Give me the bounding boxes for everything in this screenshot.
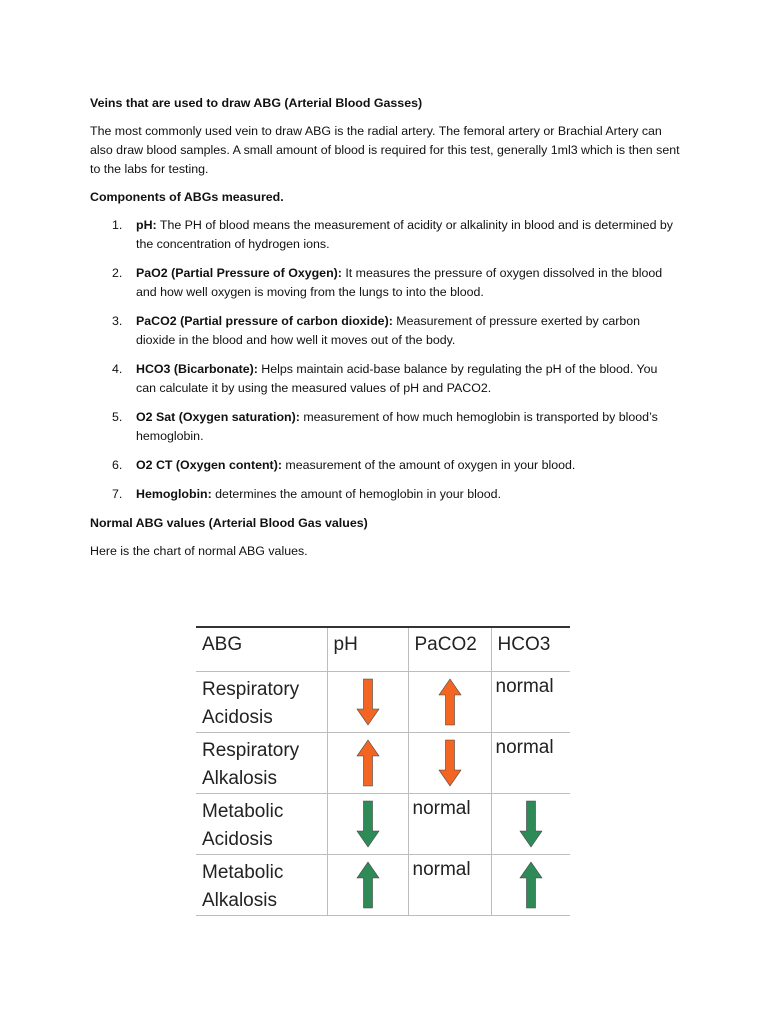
abg-chart-image [196, 626, 576, 911]
section-paragraph-veins: The most commonly used vein to draw ABG is the radial artery. The femoral artery or Brachial Artery can also draw blood samples. A small amount of blood is required for this test, generally 1ml3 which is then sent to the labs for testing. [90, 124, 680, 176]
row-label-line2: Acidosis [202, 706, 273, 728]
list-number: 2. [112, 266, 123, 280]
list-term: HCO3 (Bicarbonate): [136, 362, 258, 376]
arrow-down-icon [438, 739, 462, 787]
list-item [90, 360, 680, 398]
row-label [196, 732, 327, 793]
ph-cell [327, 671, 408, 732]
paco2-value: normal [408, 793, 491, 854]
list-text: measurement of the amount of oxygen in your blood. [281, 458, 576, 472]
list-term: PaCO2 (Partial pressure of carbon dioxide): [136, 314, 393, 328]
ph-cell [327, 793, 408, 854]
row-label-line2: Alkalosis [202, 889, 277, 911]
section-heading-components: Components of ABGs measured. [90, 190, 284, 204]
paco2-cell [408, 732, 491, 793]
paco2-value: normal [408, 854, 491, 915]
abg-table-body [196, 671, 570, 915]
row-label-line2: Acidosis [202, 828, 273, 850]
section-heading-normal-values: Normal ABG values (Arterial Blood Gas values) [90, 516, 368, 530]
arrow-down-icon [356, 678, 380, 726]
list-term: PaO2 (Partial Pressure of Oxygen): [136, 266, 342, 280]
list-number: 6. [112, 458, 123, 472]
list-item [90, 264, 680, 302]
arrow-down-icon [519, 800, 543, 848]
list-number: 5. [112, 410, 123, 424]
row-label [196, 793, 327, 854]
list-item [90, 485, 680, 504]
section-paragraph-chart-intro: Here is the chart of normal ABG values. [90, 544, 308, 558]
arrow-up-icon [356, 861, 380, 909]
list-item [90, 456, 680, 475]
row-label-line1: Metabolic [202, 861, 284, 883]
list-number: 4. [112, 362, 123, 376]
list-item [90, 216, 680, 254]
arrow-up-icon [438, 678, 462, 726]
list-text: Helps maintain acid-base balance by regulating the pH of the blood. You can calculate it by using the measured values of pH and PACO2. [136, 362, 658, 395]
list-term: O2 CT (Oxygen content): [136, 458, 282, 472]
list-item [90, 408, 680, 446]
list-term: Hemoglobin: [136, 487, 212, 501]
arrow-up-icon [356, 739, 380, 787]
list-text: Measurement of pressure exerted by carbon dioxide in the blood and how well it moves out of the body. [136, 314, 641, 347]
list-number: 3. [112, 314, 123, 328]
column-header-hco3: HCO3 [491, 627, 570, 671]
column-header-paco2: PaCO2 [408, 627, 491, 671]
row-label-line1: Respiratory [202, 739, 300, 761]
hco3-cell [491, 793, 570, 854]
table-row [196, 732, 570, 793]
row-label-line1: Metabolic [202, 800, 284, 822]
row-label-line1: Respiratory [202, 678, 300, 700]
hco3-value: normal [491, 732, 570, 793]
table-header-row [196, 627, 570, 671]
hco3-cell [491, 854, 570, 915]
list-text: The PH of blood means the measurement of acidity or alkalinity in blood and is determined by the concentration of hydrogen ions. [136, 218, 673, 251]
arrow-up-icon [519, 861, 543, 909]
arrow-down-icon [356, 800, 380, 848]
table-row [196, 793, 570, 854]
list-number: 1. [112, 218, 123, 232]
document-page [90, 94, 680, 570]
abg-table [196, 626, 570, 916]
column-header-abg: ABG [196, 627, 327, 671]
list-term: O2 Sat (Oxygen saturation): [136, 410, 300, 424]
paco2-cell [408, 671, 491, 732]
list-text: determines the amount of hemoglobin in your blood. [211, 487, 502, 501]
ph-cell [327, 854, 408, 915]
components-list [90, 216, 680, 504]
hco3-value: normal [491, 671, 570, 732]
table-row [196, 671, 570, 732]
list-text: measurement of how much hemoglobin is transported by blood’s hemoglobin. [136, 410, 658, 443]
row-label-line2: Alkalosis [202, 767, 277, 789]
section-heading-veins: Veins that are used to draw ABG (Arterial Blood Gasses) [90, 96, 423, 110]
row-label [196, 671, 327, 732]
ph-cell [327, 732, 408, 793]
column-header-ph: pH [327, 627, 408, 671]
table-row [196, 854, 570, 915]
list-item [90, 312, 680, 350]
list-text: It measures the pressure of oxygen dissolved in the blood and how well oxygen is moving from the lungs to into the blood. [136, 266, 663, 299]
list-term: pH: [136, 218, 157, 232]
list-number: 7. [112, 487, 123, 501]
row-label [196, 854, 327, 915]
